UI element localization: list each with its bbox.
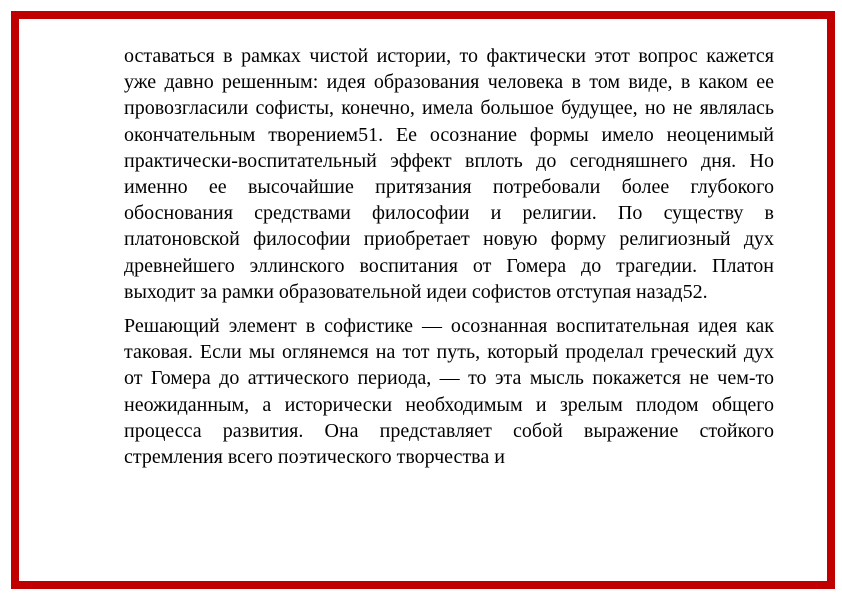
paragraph-1: оставаться в рамках чистой истории, то фактически этот вопрос кажется уже давно решенным: идея образования человека в том виде, в каком ее провозгласили софисты, конечно, имела большое будущее, но не являлась окончательным творением51. Ее осознание формы имело неоценимый практически-воспитательный эффект вплоть до сегодняшнего дня. Но именно ее высочайшие притязания потребовали более глубокого обоснования средствами философии и религии. По существу в платоновской философии приобретает новую форму религиозный дух древнейшего эллинского воспитания от Гомера до трагедии. Платон выходит за рамки образовательной идеи софистов отступая назад52. (124, 45, 774, 303)
text-block (124, 43, 774, 470)
paragraph-2: Решающий элемент в софистике — осознанная воспитательная идея как таковая. Если мы оглянемся на тот путь, который проделал греческий дух от Гомера до аттического периода, — то эта мысль покажется не чем-то неожиданным, а исторически необходимым и зрелым плодом общего процесса развития. Она представляет собой выражение стойкого стремления всего поэтического творчества и (124, 315, 774, 469)
